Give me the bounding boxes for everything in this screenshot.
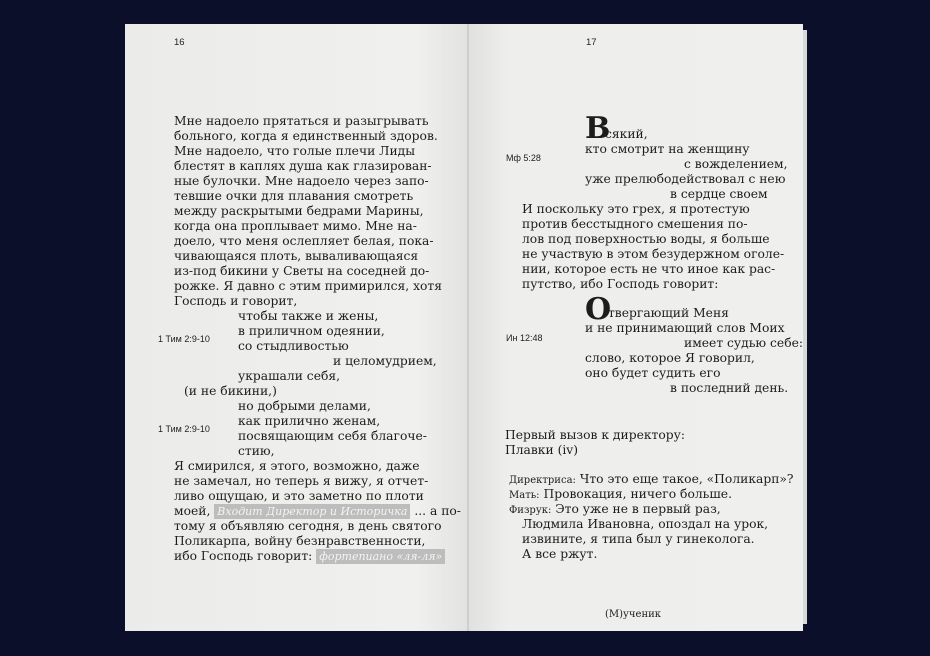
page-edge — [803, 30, 807, 624]
right-para-line: лов под поверхностью воды, я больше — [522, 232, 770, 246]
right-quote-line: имеет судью себе: — [684, 336, 804, 350]
right-quote-line: в последний день. — [670, 381, 789, 395]
right-quote-line: уже прелюбодействовал с нею — [585, 172, 786, 186]
dialogue-text: Это уже не в первый раз, — [555, 502, 721, 516]
left-para1-line: между раскрытыми бедрами Марины, — [174, 204, 424, 218]
right-para-line: И поскольку это грех, я протестую — [522, 202, 750, 216]
left-para1-line: чивающаяся плоть, вываливающаяся — [174, 249, 419, 263]
dialogue-cont-line: А все ржут. — [522, 547, 598, 561]
running-footer: (М)ученик — [605, 609, 662, 620]
left-page-number: 16 — [174, 37, 185, 48]
right-quote-line: кто смотрит на женщину — [585, 142, 750, 156]
stage-direction: фортепиано «ля-ля» — [316, 549, 445, 564]
right-para-line: путство, ибо Господь говорит: — [522, 277, 719, 291]
left-para2-line: ливо ощущаю, и это заметно по плоти — [174, 489, 424, 503]
left-quote-line: но добрыми делами, — [238, 399, 371, 413]
left-quote-line: (и не бикини,) — [184, 384, 277, 398]
text-fragment: ... а по- — [414, 504, 461, 518]
left-final-line — [174, 549, 445, 564]
left-quote-line: как прилично женам, — [238, 414, 381, 428]
left-para3-line: Поликарпа, войну безнравственности, — [174, 534, 426, 548]
dialogue-text: Провокация, ничего больше. — [543, 487, 732, 501]
scripture-ref-right-1: Мф 5:28 — [506, 153, 541, 163]
left-quote-line: в приличном одеянии, — [238, 324, 385, 338]
dialogue-line — [509, 487, 732, 503]
left-quote-line: стию, — [238, 444, 275, 458]
left-para2-line: не замечал, но теперь я вижу, я отчет- — [174, 474, 429, 488]
right-quote-line: сякий, — [605, 127, 648, 141]
speaker-name: Директриса: — [509, 475, 576, 486]
left-para1-line: рожке. Я давно с этим примирился, хотя — [174, 279, 442, 293]
left-para2-line: Я смирился, я этого, возможно, даже — [174, 459, 420, 473]
dialogue-cont-line: извините, я типа был у гинеколога. — [522, 532, 755, 546]
left-quote-line: и целомудрием, — [333, 354, 437, 368]
scripture-ref-left-2: 1 Тим 2:9-10 — [158, 424, 210, 434]
left-para1-line: Господь и говорит, — [174, 294, 298, 308]
dialogue-cont-line: Людмила Ивановна, опоздал на урок, — [522, 517, 769, 531]
dialogue-text: Что это еще такое, «Поликарп»? — [579, 472, 794, 486]
left-quote-line: посвящающим себя благоче- — [238, 429, 427, 443]
right-quote-line: твергающий Меня — [608, 306, 729, 320]
right-para-line: нии, которое есть не что иное как рас- — [522, 262, 776, 276]
right-para-line: не участвую в этом безудержном оголе- — [522, 247, 785, 261]
drop-cap: В — [585, 111, 611, 146]
dialogue-line — [509, 502, 721, 518]
scene-heading: Плавки (iv) — [505, 443, 579, 457]
scene-heading: Первый вызов к директору: — [505, 428, 685, 442]
right-quote-line: оно будет судить его — [585, 366, 721, 380]
left-para1-line: Мне надоело, что голые плечи Лиды — [174, 144, 415, 158]
stage-direction: Входит Директор и Историчка — [214, 504, 410, 519]
left-para1-line: Мне надоело прятаться и разыгрывать — [174, 114, 429, 128]
left-para1-line: больного, когда я единственный здоров. — [174, 129, 438, 143]
left-para3-line: тому я объявляю сегодня, в день святого — [174, 519, 442, 533]
left-para1-line: блестят в каплях душа как глазирован- — [174, 159, 432, 173]
dialogue-line — [509, 472, 794, 488]
left-para1-line: тевшие очки для плавания смотреть — [174, 189, 414, 203]
left-quote-line: со стыдливостью — [238, 339, 349, 353]
left-para2-line-stage — [174, 504, 461, 519]
text-fragment: моей, — [174, 504, 211, 518]
left-quote-line: чтобы также и жены, — [238, 309, 379, 323]
scripture-ref-right-2: Ин 12:48 — [506, 333, 543, 343]
right-page-number: 17 — [586, 37, 597, 48]
scripture-ref-left-1: 1 Тим 2:9-10 — [158, 334, 210, 344]
left-para1-line: из-под бикини у Светы на соседней до- — [174, 264, 430, 278]
left-para1-line: когда она проплывает мимо. Мне на- — [174, 219, 417, 233]
right-para-line: против бесстыдного смешения по- — [522, 217, 748, 231]
left-para1-line: ные булочки. Мне надоело через запо- — [174, 174, 429, 188]
right-quote-line: слово, которое Я говорил, — [585, 351, 755, 365]
speaker-name: Мать: — [509, 490, 540, 501]
book-gutter — [467, 24, 469, 631]
drop-cap: О — [585, 292, 612, 327]
left-para1-line: доело, что меня ослепляет белая, пока- — [174, 234, 434, 248]
text-fragment: ибо Господь говорит: — [174, 549, 313, 563]
left-quote-line: украшали себя, — [238, 369, 341, 383]
right-quote-line: и не принимающий слов Моих — [585, 321, 785, 335]
speaker-name: Физрук: — [509, 505, 552, 516]
right-quote-line: в сердце своем — [670, 187, 768, 201]
right-quote-line: с вожделением, — [684, 157, 788, 171]
